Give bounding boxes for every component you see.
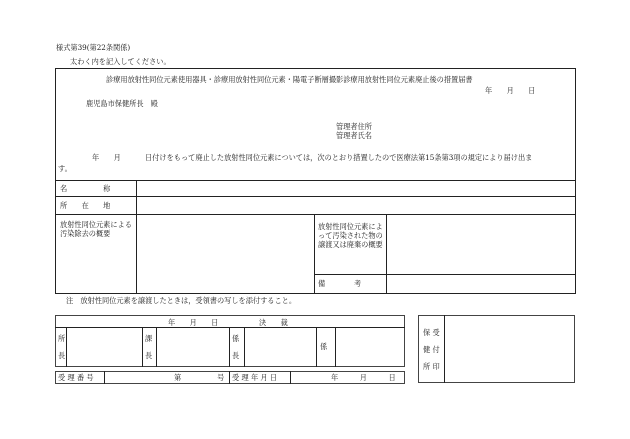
receipt-stamp-frame	[418, 315, 575, 383]
location-label: 所 在 地	[60, 201, 111, 210]
approval-header-divider	[55, 327, 405, 328]
name-label: 名 称	[60, 184, 111, 193]
receipt-number-divider-c	[290, 371, 291, 384]
section-divider-a	[142, 327, 143, 367]
form-number: 様式第39(第22条関係)	[56, 43, 131, 52]
form-title: 診療用放射性同位元素使用器具・診療用放射性同位元素・陽電子断層撮影診療用放射性同位元素廃止後の措置届書	[106, 75, 473, 84]
statement-end: す。	[58, 164, 72, 173]
receipt-number-label: 受 理 番 号	[58, 373, 94, 382]
chief-label-top: 所	[58, 334, 66, 343]
date-line: 年 月 日	[485, 86, 536, 95]
receipt-number-value: 第 号	[174, 373, 225, 382]
note-text: 注 放射性同位元素を譲渡したときは，受領書の写しを添付すること。	[66, 296, 297, 305]
receipt-number-divider-b	[229, 371, 230, 384]
row-divider-location	[55, 214, 576, 215]
row-divider-top	[55, 180, 576, 181]
decontamination-label: 放射性同位元素による汚染除去の概要	[60, 220, 132, 238]
subsection-divider-a	[229, 327, 230, 367]
subsection-label-bottom: 長	[232, 351, 240, 360]
receipt-date-label: 受 理 年 月 日	[232, 373, 278, 382]
chief-divider	[66, 327, 67, 367]
chief-label-bottom: 長	[58, 351, 66, 360]
receipt-date-value: 年 月 日	[331, 373, 396, 382]
approval-label: 決 裁	[259, 318, 288, 327]
col-divider-right	[386, 214, 387, 294]
stamp-label-3: 所 印	[423, 362, 440, 371]
receipt-stamp-divider	[444, 315, 445, 383]
statement-date-prefix: 年 月	[92, 153, 121, 162]
staff-divider-a	[316, 327, 317, 367]
row-divider-remarks	[314, 274, 576, 275]
section-label-bottom: 長	[145, 351, 153, 360]
col-divider-label	[136, 180, 137, 294]
subsection-label-top: 係	[232, 334, 240, 343]
section-label-top: 課	[145, 334, 153, 343]
section-divider-b	[156, 327, 157, 367]
staff-label: 係	[320, 342, 328, 351]
subsection-divider-b	[244, 327, 245, 367]
addressee: 鹿児島市保健所長 殿	[86, 99, 158, 108]
approval-frame	[55, 315, 405, 367]
approval-date: 年 月 日	[168, 318, 219, 327]
stamp-label-2: 健 付	[423, 345, 440, 354]
staff-divider-b	[335, 327, 336, 367]
receipt-number-divider-a	[104, 371, 105, 384]
statement-text: 日付けをもって廃止した放射性同位元素については，次のとおり措置したので医療法第15条第3項の規定により届け出ま	[145, 153, 533, 162]
stamp-label-1: 保 受	[423, 328, 440, 337]
instruction-text: 太わく内を記入してください。	[70, 57, 171, 66]
row-divider-name	[55, 196, 576, 197]
admin-address-label: 管理者住所	[336, 122, 372, 131]
admin-name-label: 管理者氏名	[336, 131, 372, 140]
transfer-label: 放射性同位元素によって汚染された物の譲渡又は廃棄の概要	[318, 222, 383, 249]
remarks-label: 備 考	[318, 279, 362, 288]
col-divider-mid	[314, 214, 315, 294]
